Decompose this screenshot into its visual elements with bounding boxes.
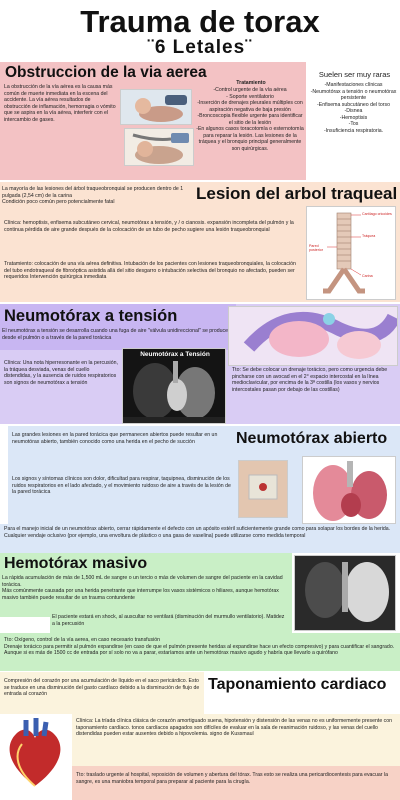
tension-title: Neumotórax a tensión bbox=[4, 307, 178, 325]
open-wound-image bbox=[238, 460, 288, 518]
page-subtitle: ¨6 Letales¨ bbox=[147, 37, 253, 58]
taponamiento-clinica: Clínica: La tríada clínica clásica de corazón amortiguado suena, hipotensión y distensión de las venas no es uniformemente presente con taponamiento cardíaco. tonos cardíacos apagados son difíciles de evaluar en la sala de reanimación ruidoso, y las venas del cuello distendidas pueden estar ausentes debido a hipovolemia. signo de Kussmaul bbox=[76, 718, 393, 737]
airway-maneuver-image bbox=[120, 89, 192, 125]
section-obstruccion bbox=[0, 62, 400, 180]
label-traquea: Tráquea bbox=[362, 234, 376, 238]
hemotorax-xray-image bbox=[294, 555, 396, 631]
tension-tto: Tto: Se debe colocar un drenaje torácico, pero como urgencia debe pincharse con un avocad en el 2° espacio intercostal en la línea medioclavicular, por encima de la 3ª costilla (los vasos y nervios intercostales pasan por debajo de las costillas) bbox=[232, 367, 388, 393]
arbol-tratamiento: Tratamiento: colocación de una vía aérea definitiva. Intubación de los pacientes con lesiones traqueobronquiales, la colocación del tubo endotraqueal de fibroóptica asistida allá del sitio desgarro o intubación selectiva del bronquio no afectado, pueden ser requeridos Intervención quirúrgica inmediata bbox=[4, 261, 296, 280]
tension-intro: El neumotórax a tensión se desarrolla cuando una fuga de aire "válvula unidireccional" se produce desde el pulmón o a través de la pared torácica bbox=[2, 328, 229, 341]
abierto-title: Neumotórax abierto bbox=[236, 430, 388, 447]
label-cricoides: Cartílago cricoides bbox=[362, 212, 392, 216]
xray-title: Neumotórax a Tensión bbox=[140, 351, 210, 358]
label-carina: Carina bbox=[362, 274, 373, 278]
treatment-text: -Control urgente de la vía aérea - Soporte ventilatorio -Inserción de drenajes pleurales múltiples con aspiración negativa de baja presión -Broncoscopia flexible urgente para identificar el sitio de la lesión -En algunos casos toracotomía o esternotomía para reparar la lesión. Las lesiones de la tráquea y el bronquio principal generalmente son quirúrgicas. bbox=[196, 87, 304, 152]
signs-text: -Manifestaciones clínicas -Neumotórax a tensión o neumotórax persistente -Enfisema subcutáneo del torso -Disnea -Hemoptisis -Tos -Insuficiencia respiratoria. bbox=[310, 82, 397, 134]
page-header bbox=[0, 0, 400, 62]
tension-illustration-image bbox=[228, 306, 398, 366]
obstruccion-text: La obstrucción de la vía aérea es la causa más común de muerte inmediata en la escena del accidente. La vía aérea resultados de obstrucción de inflamación, hemorragia o vómito que se aspira en la vía aérea, interferir con el intercambio de gases. bbox=[4, 84, 116, 123]
tension-clinica: Clínica: Una nota hiperresonante en la percusión, la tráquea desviada, venas del cuello distendidas, y la ausencia de ruidos respiratorios son signos de neumotórax a tensión bbox=[4, 360, 118, 386]
abierto-intro: Las grandes lesiones en la pared torácica que permanecen abiertos puede resultar en un neumotórax abierto, también conocido como una herida en el pecho de succión bbox=[12, 432, 218, 445]
arbol-intro: La mayoría de las lesiones del árbol traqueobronquial se producen dentro de 1 pulgada (2,54 cm) de la carina Condición poco común pero potencialmente fatal bbox=[2, 186, 184, 205]
section-hemotorax bbox=[0, 553, 400, 671]
abierto-manejo: Para el manejo inicial de un neumotórax abierto, cerrar rápidamente el defecto con un apósito estéril suficientemente grande como para solapar los bordes de la herida. Cualquier vendaje oclusivo (por ejemplo, una envoltura de plástico o una gasa de vaselina) puede utilizarse como medida temporal bbox=[4, 526, 391, 539]
signs-label: Suelen ser muy raras bbox=[318, 70, 391, 79]
taponamiento-title: Taponamiento cardiaco bbox=[208, 676, 387, 693]
taponamiento-tto: Tto: traslado urgente al hospital, reposición de volumen y abertura del tórax. Tras esto se realiza una pericardiocentesis para evacuar la sangre, es una maniobra temporal para preparar al paciente para la cirugía. bbox=[76, 772, 388, 785]
hemotorax-title: Hemotórax masivo bbox=[4, 555, 148, 572]
taponamiento-intro: Compresión del corazón por una acumulación de líquido en el saco pericárdico. Esto se traduce en una disminución del gasto cardíaco debido a la disminución de flujo de entrada al corazón bbox=[4, 678, 200, 697]
tension-xray-image bbox=[122, 348, 226, 424]
trachea-anatomy-image bbox=[306, 206, 396, 300]
open-lungs-image bbox=[302, 456, 396, 524]
label-pared: Pared posterior bbox=[309, 244, 323, 252]
hemotorax-tto: Tto: Oxígeno, control de la vía aerea, en caso necesario transfusión Drenaje torácico para permitir al pulmón expandirse (en caso de que el pulmón presente heridas al expandirse hace un efecto compresivo) y para cuantificar el sangrado. Aunque si es más de 1500 cc de entrada por sí solo no va a parar, estaríamos ante un hemotórax masivo agudo y habría que llevarlo a quirófano bbox=[4, 637, 395, 656]
obstruccion-title: Obstruccion de la via aerea bbox=[5, 64, 207, 81]
airway-intubation-image bbox=[124, 128, 194, 166]
abierto-signos: Los signos y síntomas clínicos son dolor, dificultad para respirar, taquipnea, disminución de los ruidos respiratorios en el lado afectado, y el movimiento ruidoso de aire a través de la lesión de la pared torácica bbox=[12, 476, 231, 495]
section-tension bbox=[0, 304, 400, 424]
section-abierto bbox=[0, 426, 400, 556]
treatment-label: Tratamiento bbox=[236, 80, 266, 86]
arbol-clinica: Clínica: hemoptisis, enfisema subcutáneo cervical, neumotórax a tensión, y / o cianosis. expansión incompleta del pulmón y la continua pérdida de aire grande después de la colocación de un tubo de pecho sugiere una lesión traqueobronquial bbox=[4, 220, 294, 233]
section-taponamiento bbox=[0, 672, 400, 800]
section-arbol bbox=[0, 182, 400, 302]
hemotorax-intro: La rápida acumulación de más de 1,500 mL de sangre o un tercio o más de volumen de sangre del paciente en la cavidad torácica. Más comúnmente causada por una herida penetrante que interrumpe los vasos sistémicos o hiliares, aunque hemotórax masivo también puede resultar de un trauma contundente bbox=[2, 575, 283, 601]
heart-image bbox=[2, 716, 68, 792]
hemotorax-clinica: El paciente estará en shock, al auscultar no ventilará (disminución del murmullo ventilatorio). Matidez a la percusión bbox=[52, 614, 285, 627]
page-title: Trauma de torax bbox=[80, 4, 320, 39]
arbol-title: Lesion del arbol traqueal bbox=[196, 184, 398, 203]
